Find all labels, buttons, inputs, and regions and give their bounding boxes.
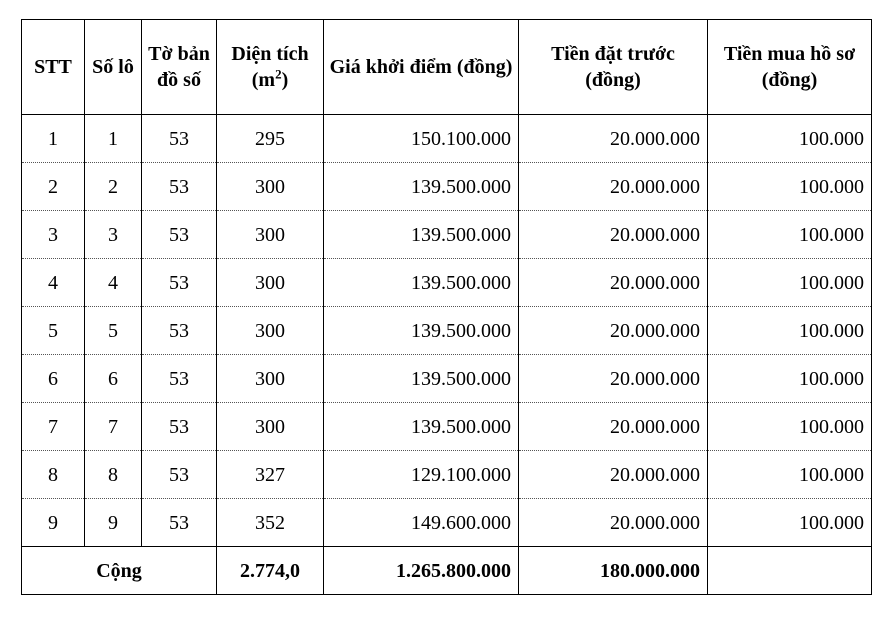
cell-to-ban-do: 53 xyxy=(142,355,217,403)
cell-dien-tich: 295 xyxy=(217,115,324,163)
cell-tien-dat-truoc: 20.000.000 xyxy=(519,211,708,259)
cell-to-ban-do: 53 xyxy=(142,403,217,451)
cell-to-ban-do: 53 xyxy=(142,163,217,211)
cell-gia-khoi-diem: 139.500.000 xyxy=(324,307,519,355)
cell-gia-khoi-diem: 139.500.000 xyxy=(324,259,519,307)
cell-gia-khoi-diem: 139.500.000 xyxy=(324,211,519,259)
cell-tien-mua-ho-so: 100.000 xyxy=(708,163,872,211)
cell-to-ban-do: 53 xyxy=(142,259,217,307)
cell-stt: 6 xyxy=(22,355,85,403)
cell-tien-mua-ho-so: 100.000 xyxy=(708,211,872,259)
table-row xyxy=(22,259,872,307)
header-so-lo: Số lô xyxy=(85,20,142,115)
cell-stt: 7 xyxy=(22,403,85,451)
cell-tien-dat-truoc: 20.000.000 xyxy=(519,403,708,451)
header-row xyxy=(22,20,872,115)
table-row xyxy=(22,211,872,259)
cell-tien-mua-ho-so: 100.000 xyxy=(708,451,872,499)
total-tien-dat-truoc: 180.000.000 xyxy=(519,547,708,595)
cell-so-lo: 1 xyxy=(85,115,142,163)
cell-tien-mua-ho-so: 100.000 xyxy=(708,355,872,403)
cell-gia-khoi-diem: 150.100.000 xyxy=(324,115,519,163)
cell-stt: 1 xyxy=(22,115,85,163)
cell-to-ban-do: 53 xyxy=(142,451,217,499)
cell-stt: 9 xyxy=(22,499,85,547)
table-row xyxy=(22,403,872,451)
cell-tien-mua-ho-so: 100.000 xyxy=(708,499,872,547)
cell-to-ban-do: 53 xyxy=(142,307,217,355)
total-gia-khoi-diem: 1.265.800.000 xyxy=(324,547,519,595)
cell-tien-dat-truoc: 20.000.000 xyxy=(519,115,708,163)
cell-tien-dat-truoc: 20.000.000 xyxy=(519,499,708,547)
cell-tien-mua-ho-so: 100.000 xyxy=(708,307,872,355)
cell-tien-mua-ho-so: 100.000 xyxy=(708,403,872,451)
cell-so-lo: 9 xyxy=(85,499,142,547)
cell-gia-khoi-diem: 129.100.000 xyxy=(324,451,519,499)
total-dien-tich: 2.774,0 xyxy=(217,547,324,595)
cell-so-lo: 6 xyxy=(85,355,142,403)
cell-gia-khoi-diem: 139.500.000 xyxy=(324,403,519,451)
cell-dien-tich: 300 xyxy=(217,163,324,211)
header-dien-tich-text: Diện tích (m xyxy=(231,43,309,91)
auction-lots-table xyxy=(21,19,872,595)
cell-gia-khoi-diem: 139.500.000 xyxy=(324,355,519,403)
cell-dien-tich: 352 xyxy=(217,499,324,547)
cell-dien-tich: 300 xyxy=(217,307,324,355)
cell-dien-tich: 300 xyxy=(217,355,324,403)
cell-so-lo: 7 xyxy=(85,403,142,451)
table-row xyxy=(22,115,872,163)
cell-so-lo: 4 xyxy=(85,259,142,307)
cell-so-lo: 3 xyxy=(85,211,142,259)
cell-stt: 5 xyxy=(22,307,85,355)
cell-tien-dat-truoc: 20.000.000 xyxy=(519,259,708,307)
cell-dien-tich: 300 xyxy=(217,403,324,451)
cell-so-lo: 5 xyxy=(85,307,142,355)
cell-gia-khoi-diem: 149.600.000 xyxy=(324,499,519,547)
header-to-ban-do-so: Tờ bản đồ số xyxy=(142,20,217,115)
cell-tien-dat-truoc: 20.000.000 xyxy=(519,355,708,403)
header-dien-tich xyxy=(217,20,324,115)
header-tien-dat-truoc: Tiền đặt trước (đồng) xyxy=(519,20,708,115)
header-dien-tich-close: ) xyxy=(281,69,289,91)
cell-stt: 8 xyxy=(22,451,85,499)
cell-stt: 3 xyxy=(22,211,85,259)
cell-stt: 2 xyxy=(22,163,85,211)
cell-stt: 4 xyxy=(22,259,85,307)
cell-tien-mua-ho-so: 100.000 xyxy=(708,259,872,307)
cell-tien-dat-truoc: 20.000.000 xyxy=(519,163,708,211)
cell-to-ban-do: 53 xyxy=(142,499,217,547)
cell-tien-dat-truoc: 20.000.000 xyxy=(519,307,708,355)
header-dien-tich-sup: 2 xyxy=(275,66,282,82)
cell-gia-khoi-diem: 139.500.000 xyxy=(324,163,519,211)
cell-so-lo: 8 xyxy=(85,451,142,499)
header-stt: STT xyxy=(22,20,85,115)
table-row xyxy=(22,355,872,403)
header-tien-mua-ho-so: Tiền mua hồ sơ (đồng) xyxy=(708,20,872,115)
table-row xyxy=(22,307,872,355)
cell-to-ban-do: 53 xyxy=(142,211,217,259)
total-tien-mua-ho-so xyxy=(708,547,872,595)
cell-to-ban-do: 53 xyxy=(142,115,217,163)
cell-dien-tich: 300 xyxy=(217,211,324,259)
cell-dien-tich: 300 xyxy=(217,259,324,307)
table-row xyxy=(22,163,872,211)
table-row xyxy=(22,451,872,499)
cell-so-lo: 2 xyxy=(85,163,142,211)
cell-tien-mua-ho-so: 100.000 xyxy=(708,115,872,163)
cell-tien-dat-truoc: 20.000.000 xyxy=(519,451,708,499)
header-gia-khoi-diem: Giá khởi điểm (đồng) xyxy=(324,20,519,115)
total-row xyxy=(22,547,872,595)
table-row xyxy=(22,499,872,547)
cell-dien-tich: 327 xyxy=(217,451,324,499)
total-label: Cộng xyxy=(22,547,217,595)
